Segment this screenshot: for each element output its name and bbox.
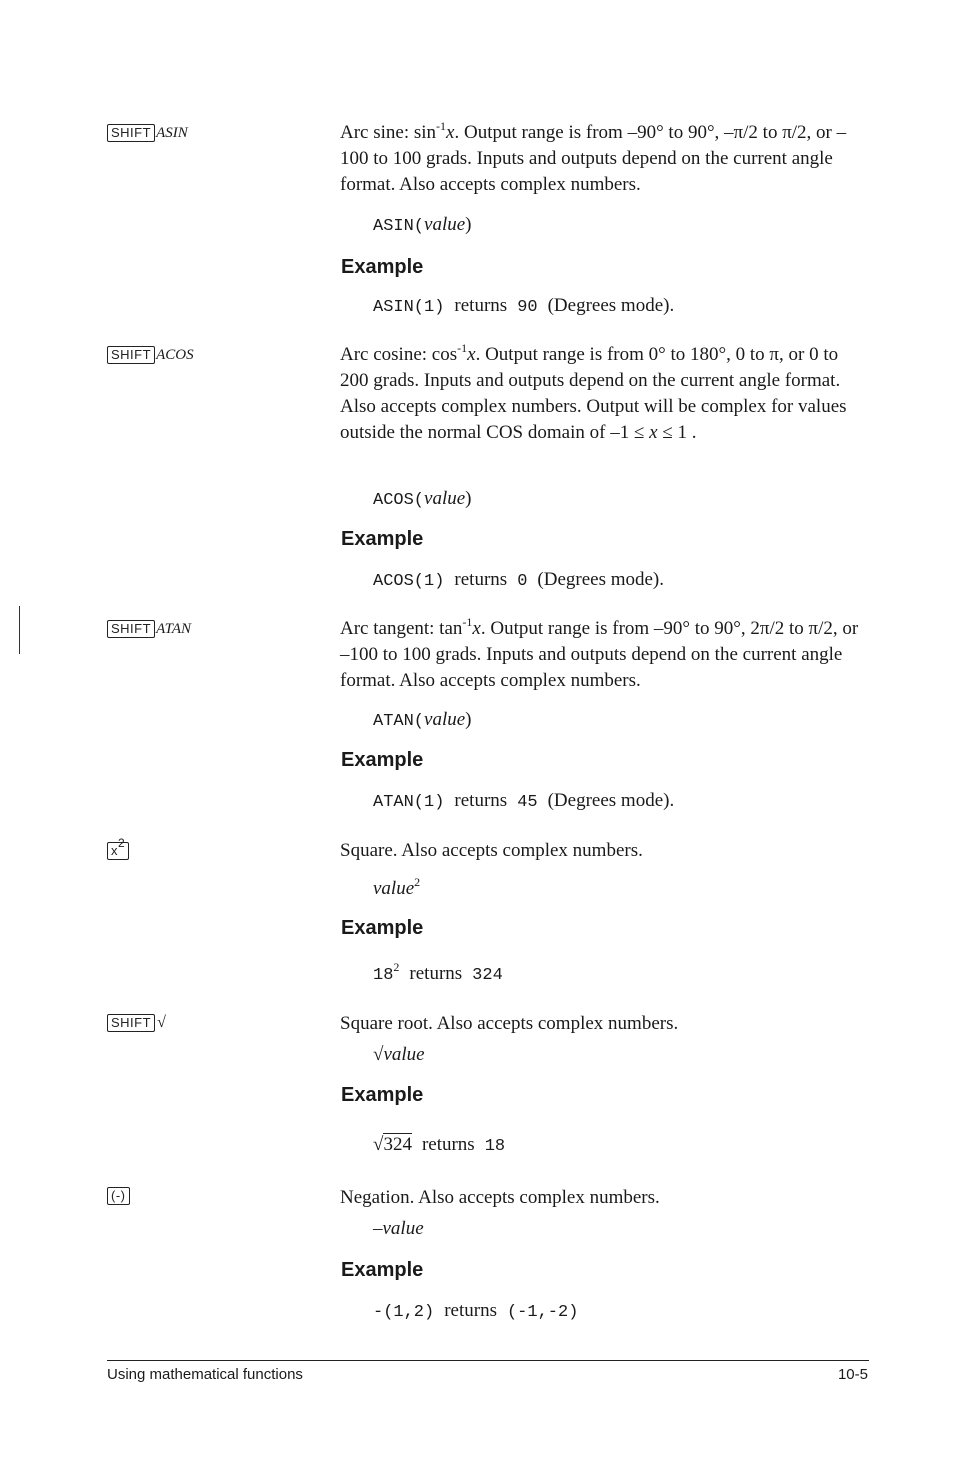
negation-syntax: –value <box>373 1218 424 1239</box>
asin-syntax: ASIN(value) <box>373 214 472 236</box>
acos-example: ACOS(1) returns 0 (Degrees mode). <box>373 569 664 591</box>
square-key <box>107 836 129 860</box>
negation-key-label: (-) <box>107 1187 130 1205</box>
x-squared-key-label: $x^2$ <box>107 842 129 860</box>
acos-key <box>107 346 194 364</box>
sqrt-syntax: √value <box>373 1044 425 1065</box>
footer-section-title: Using mathematical functions <box>107 1366 303 1383</box>
atan-example: ATAN(1) returns 45 (Degrees mode). <box>373 790 675 812</box>
asin-example-heading: Example <box>341 256 424 278</box>
asin-description: Arc sine: $\sin^{-1}x$. Output range is from –90° to 90°, –π/2 to π/2, or –100 to 100 grads. Inputs and outputs depend on the current angle format. Also accepts complex numbers. <box>340 119 847 195</box>
atan-example-heading: Example <box>341 749 424 771</box>
negation-description: Negation. Also accepts complex numbers. <box>340 1187 660 1208</box>
shift-key-label: SHIFT <box>107 124 155 142</box>
sqrt-example-heading: Example <box>341 1084 424 1106</box>
sqrt-example: √324 returns 18 <box>373 1134 506 1156</box>
asin-key-function: ASIN <box>156 125 188 141</box>
negation-example: -(1,2) returns (-1,-2) <box>373 1300 579 1322</box>
negation-key <box>107 1187 130 1205</box>
shift-key-label: SHIFT <box>107 620 155 638</box>
asin-example: ASIN(1) returns 90 (Degrees mode). <box>373 295 675 317</box>
acos-key-function: ACOS <box>156 347 194 363</box>
negation-example-heading: Example <box>341 1259 424 1281</box>
acos-description: Arc cosine: $\cos^{-1}x$. Output range is from 0° to 180°, 0 to π, or 0 to 200 grads. Inputs and outputs depend on the current angle format. Also accepts complex numbers. Output will be complex for values outside the normal COS domain of –1 ≤ x ≤ 1 . <box>340 341 847 443</box>
footer-rule <box>107 1360 869 1361</box>
atan-key-function: ATAN <box>156 621 192 637</box>
square-example-heading: Example <box>341 917 424 939</box>
page-number: 10-5 <box>837 1366 868 1383</box>
asin-key <box>107 124 188 142</box>
shift-key-label: SHIFT <box>107 346 155 364</box>
revision-change-bar <box>19 606 20 654</box>
acos-syntax: ACOS(value) <box>373 488 472 510</box>
square-example: $18^2$ returns 324 <box>373 960 503 985</box>
sqrt-key <box>107 1014 166 1032</box>
shift-key-label: SHIFT <box>107 1014 155 1032</box>
sqrt-description: Square root. Also accepts complex numbers. <box>340 1013 679 1034</box>
atan-key <box>107 620 191 638</box>
atan-description: Arc tangent: $\tan^{-1}x$. Output range is from –90° to 90°, 2π/2 to π/2, or –100 to 100 grads. Inputs and outputs depend on the current angle format. Also accepts complex numbers. <box>340 615 859 691</box>
atan-syntax: ATAN(value) <box>373 709 472 731</box>
square-syntax: value$^2$ <box>373 875 421 899</box>
acos-example-heading: Example <box>341 528 424 550</box>
sqrt-key-function: √ <box>157 1014 166 1031</box>
square-description: Square. Also accepts complex numbers. <box>340 840 643 861</box>
